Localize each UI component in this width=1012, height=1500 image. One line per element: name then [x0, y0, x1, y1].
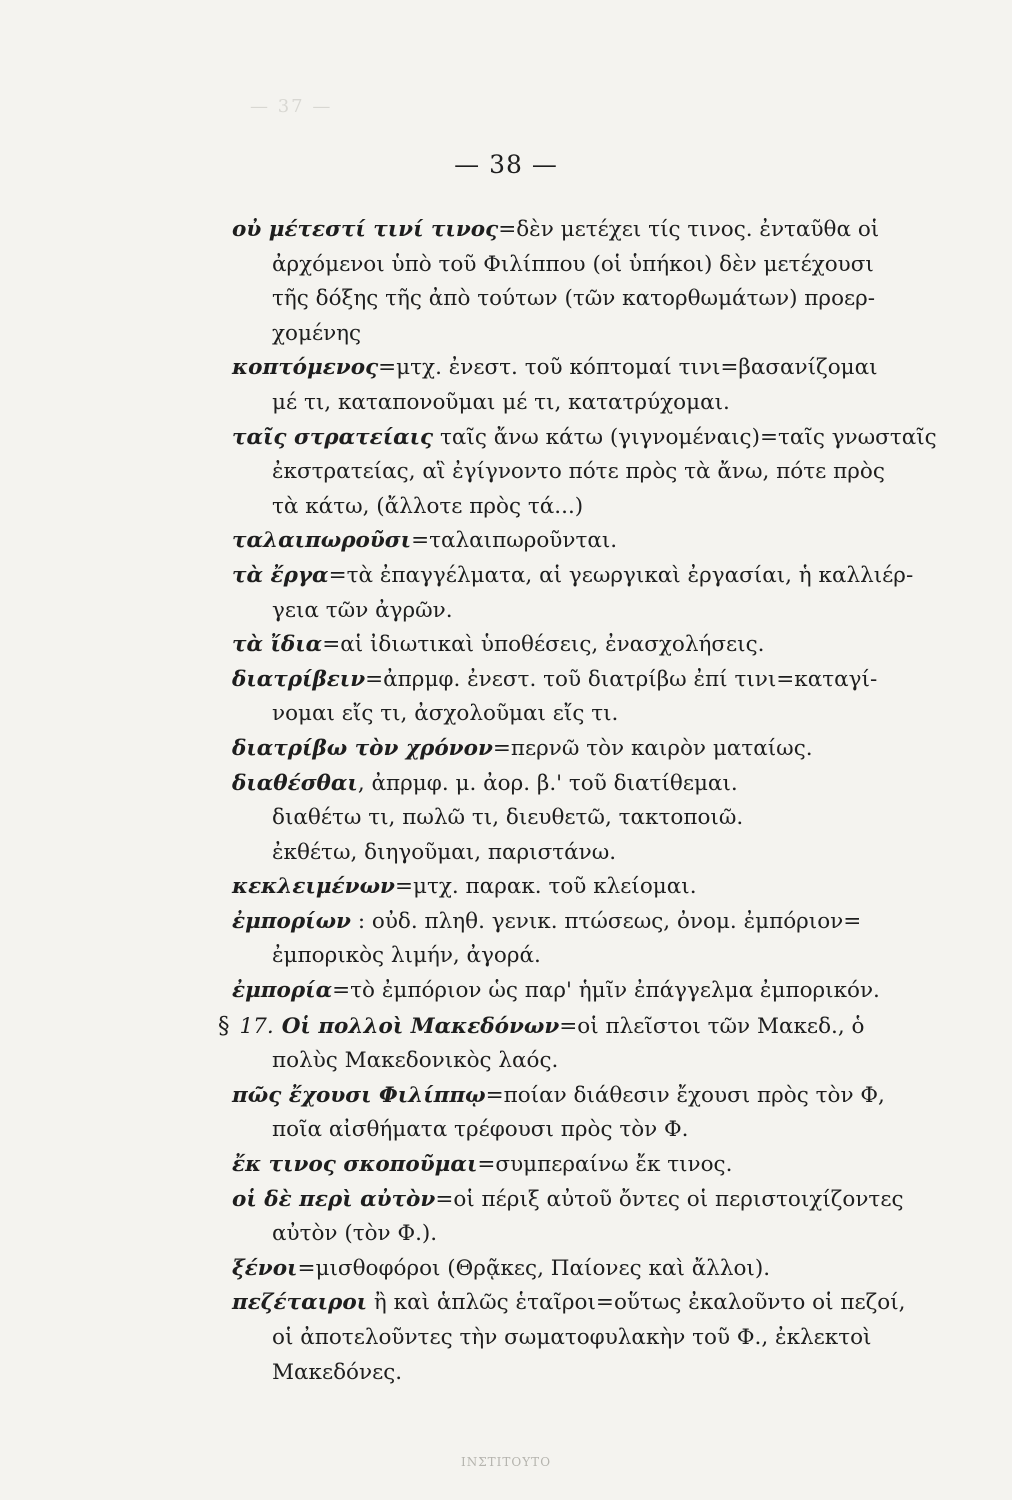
entry-continuation-line [232, 317, 962, 352]
gloss-definition: τὰ κάτω, (ἄλλοτε πρὸς τά...) [272, 493, 584, 519]
entry-first-line [232, 213, 962, 248]
gloss-term: διατρίβω τὸν χρόνον [232, 735, 493, 761]
entry-first-line [232, 732, 962, 767]
entry-first-line [232, 767, 962, 802]
gloss-definition: ἢ καὶ ἁπλῶς ἑταῖροι=οὕτως ἐκαλοῦντο οἱ πεζοί, [367, 1290, 906, 1316]
entry-first-line [232, 1252, 962, 1287]
entry-continuation-line [232, 248, 962, 283]
gloss-term: πεζέταιροι [232, 1290, 368, 1316]
gloss-term: οὐ μέτεστί τινί τινος [232, 217, 499, 242]
gloss-definition: =ἀπρμφ. ἐνεστ. τοῦ διατρίβω ἐπί τινι=καταγί- [365, 666, 878, 692]
gloss-entry [218, 1009, 962, 1079]
gloss-definition: ποῖα αἰσθήματα τρέφουσι πρὸς τὸν Φ. [272, 1117, 689, 1143]
gloss-entry [232, 870, 962, 905]
gloss-term: διαθέσθαι [232, 770, 358, 796]
gloss-definition: ἐκθέτω, διηγοῦμαι, παριστάνω. [272, 839, 617, 865]
gloss-entry [232, 559, 962, 628]
entry-continuation-line [232, 836, 962, 871]
gloss-definition: οἱ ἀποτελοῦντες τὴν σωματοφυλακὴν τοῦ Φ., ἐκλεκτοὶ [272, 1325, 872, 1350]
library-stamp: ΙΝΣΤΙΤΟΥΤΟ [460, 1455, 552, 1469]
entry-continuation-line [232, 1321, 962, 1356]
gloss-definition: , ἀπρμφ. μ. ἀορ. β.' τοῦ διατίθεμαι. [357, 770, 738, 796]
gloss-entry [232, 1252, 962, 1287]
gloss-definition: =οἱ πέριξ αὐτοῦ ὄντες οἱ περιστοιχίζοντες [435, 1186, 904, 1212]
gloss-term: ξένοι [232, 1255, 298, 1281]
gloss-entry [232, 1148, 962, 1183]
gloss-term: ἐμπορία [232, 978, 333, 1004]
entry-first-line [232, 974, 962, 1009]
gloss-definition: τῆς δόξης τῆς ἀπὸ τούτων (τῶν κατορθωμάτων) προερ- [272, 286, 876, 312]
gloss-definition: ἐμπορικὸς λιμήν, ἀγορά. [272, 943, 541, 969]
gloss-definition: ταῖς ἄνω κάτω (γιγνομέναις)=ταῖς γνωσταῖς [433, 424, 937, 450]
glossary-list [218, 213, 962, 1390]
gloss-entry [232, 663, 962, 732]
entry-continuation-line [232, 801, 962, 836]
entry-continuation-line [232, 386, 962, 421]
gloss-entry [232, 1079, 962, 1148]
gloss-definition: γεια τῶν ἀγρῶν. [272, 597, 453, 623]
gloss-entry [232, 628, 962, 663]
gloss-term: τὰ ἴδια [232, 632, 323, 658]
gloss-term: ἐμπορίων [232, 908, 351, 934]
gloss-definition: μέ τι, καταπονοῦμαι μέ τι, κατατρύχομαι. [272, 389, 730, 415]
gloss-definition: διαθέτω τι, πωλῶ τι, διευθετῶ, τακτοποιῶ. [272, 805, 744, 831]
gloss-definition: ἐκστρατείας, αἳ ἐγίγνοντο πότε πρὸς τὰ ἄνω, πότε πρὸς [272, 459, 885, 485]
gloss-term: ταλαιπωροῦσι [232, 528, 412, 554]
gloss-definition: =μτχ. παρακ. τοῦ κλείομαι. [394, 874, 697, 900]
entry-first-line [232, 351, 962, 386]
gloss-definition: Μακεδόνες. [272, 1359, 403, 1385]
gloss-entry [232, 1286, 962, 1390]
gloss-term: διατρίβειν [232, 666, 366, 692]
section-number: 17. [239, 1013, 274, 1039]
gloss-definition: =μισθοφόροι (Θρᾷκες, Παίονες καὶ ἄλλοι). [297, 1255, 771, 1281]
entry-first-line [232, 663, 962, 698]
entry-first-line [232, 524, 962, 559]
gloss-entry [232, 524, 962, 559]
entry-first-line [232, 1079, 962, 1114]
gloss-term: ἔκ τινος σκοποῦμαι [232, 1152, 478, 1178]
gloss-definition: =συμπεραίνω ἔκ τινος. [477, 1152, 733, 1178]
section-mark: § [218, 1012, 230, 1039]
gloss-definition: =δὲν μετέχει τίς τινος. ἐνταῦθα οἱ [498, 217, 880, 242]
entry-first-line [232, 1286, 962, 1321]
entry-first-line [232, 559, 962, 594]
entry-continuation-line [232, 490, 962, 525]
entry-continuation-line [232, 1356, 962, 1391]
entry-first-line [218, 1009, 962, 1045]
gloss-definition: : οὐδ. πληθ. γενικ. πτώσεως, ὀνομ. ἐμπόριον= [350, 908, 862, 934]
gloss-definition: =ποίαν διάθεσιν ἔχουσι πρὸς τὸν Φ, [485, 1082, 885, 1108]
entry-first-line [232, 628, 962, 663]
entry-continuation-line [232, 1217, 962, 1252]
gloss-definition: =ταλαιπωροῦνται. [411, 528, 618, 554]
entry-continuation-line [232, 282, 962, 317]
gloss-entry [232, 351, 962, 420]
gloss-entry [232, 767, 962, 871]
entry-first-line [232, 421, 962, 456]
gloss-definition: χομένης [272, 320, 362, 346]
gloss-entry [232, 732, 962, 767]
bleed-through-page-number: — 37 — [250, 96, 333, 117]
gloss-term: τὰ ἔργα [232, 562, 329, 588]
entry-continuation-line [232, 939, 962, 974]
gloss-definition: νομαι εἴς τι, ἀσχολοῦμαι εἴς τι. [272, 701, 619, 727]
gloss-definition: αὐτὸν (τὸν Φ.). [272, 1221, 438, 1247]
gloss-definition: =τὸ ἐμπόριον ὡς παρ' ἡμῖν ἐπάγγελμα ἐμπορικόν. [332, 978, 880, 1004]
gloss-definition: =αἱ ἰδιωτικαὶ ὑποθέσεις, ἐνασχολήσεις. [322, 632, 765, 658]
entry-continuation-line [232, 1044, 962, 1079]
gloss-definition: =περνῶ τὸν καιρὸν ματαίως. [492, 735, 813, 761]
entry-continuation-line [232, 697, 962, 732]
entry-continuation-line [232, 455, 962, 490]
gloss-entry [232, 905, 962, 974]
gloss-term: οἱ δὲ περὶ αὐτὸν [232, 1186, 436, 1212]
gloss-entry [232, 213, 962, 351]
gloss-term: Οἱ πολλοὶ Μακεδόνων [281, 1013, 560, 1039]
gloss-term: κοπτόμενος [232, 355, 379, 381]
gloss-term: πῶς ἔχουσι Φιλίππῳ [232, 1082, 486, 1108]
gloss-definition: =οἱ πλεῖστοι τῶν Μακεδ., ὁ [559, 1013, 865, 1039]
entry-first-line [232, 1148, 962, 1183]
gloss-term: κεκλειμένων [232, 874, 395, 900]
gloss-entry [232, 1183, 962, 1252]
gloss-definition: =τὰ ἐπαγγέλματα, αἱ γεωργικαὶ ἐργασίαι, ἡ καλλιέρ- [328, 562, 914, 588]
gloss-entry [232, 421, 962, 525]
entry-continuation-line [232, 1113, 962, 1148]
entry-first-line [232, 905, 962, 940]
entry-first-line [232, 1183, 962, 1218]
page-number: — 38 — [454, 150, 558, 179]
entry-first-line [232, 870, 962, 905]
gloss-definition: ἀρχόμενοι ὑπὸ τοῦ Φιλίππου (οἱ ὑπήκοι) δὲν μετέχουσι [272, 251, 874, 277]
gloss-term: ταῖς στρατείαις [232, 424, 434, 450]
gloss-definition: πολὺς Μακεδονικὸς λαός. [272, 1048, 559, 1074]
gloss-definition: =μτχ. ἐνεστ. τοῦ κόπτομαί τινι=βασανίζομαι [378, 355, 878, 381]
entry-continuation-line [232, 594, 962, 629]
gloss-entry [232, 974, 962, 1009]
